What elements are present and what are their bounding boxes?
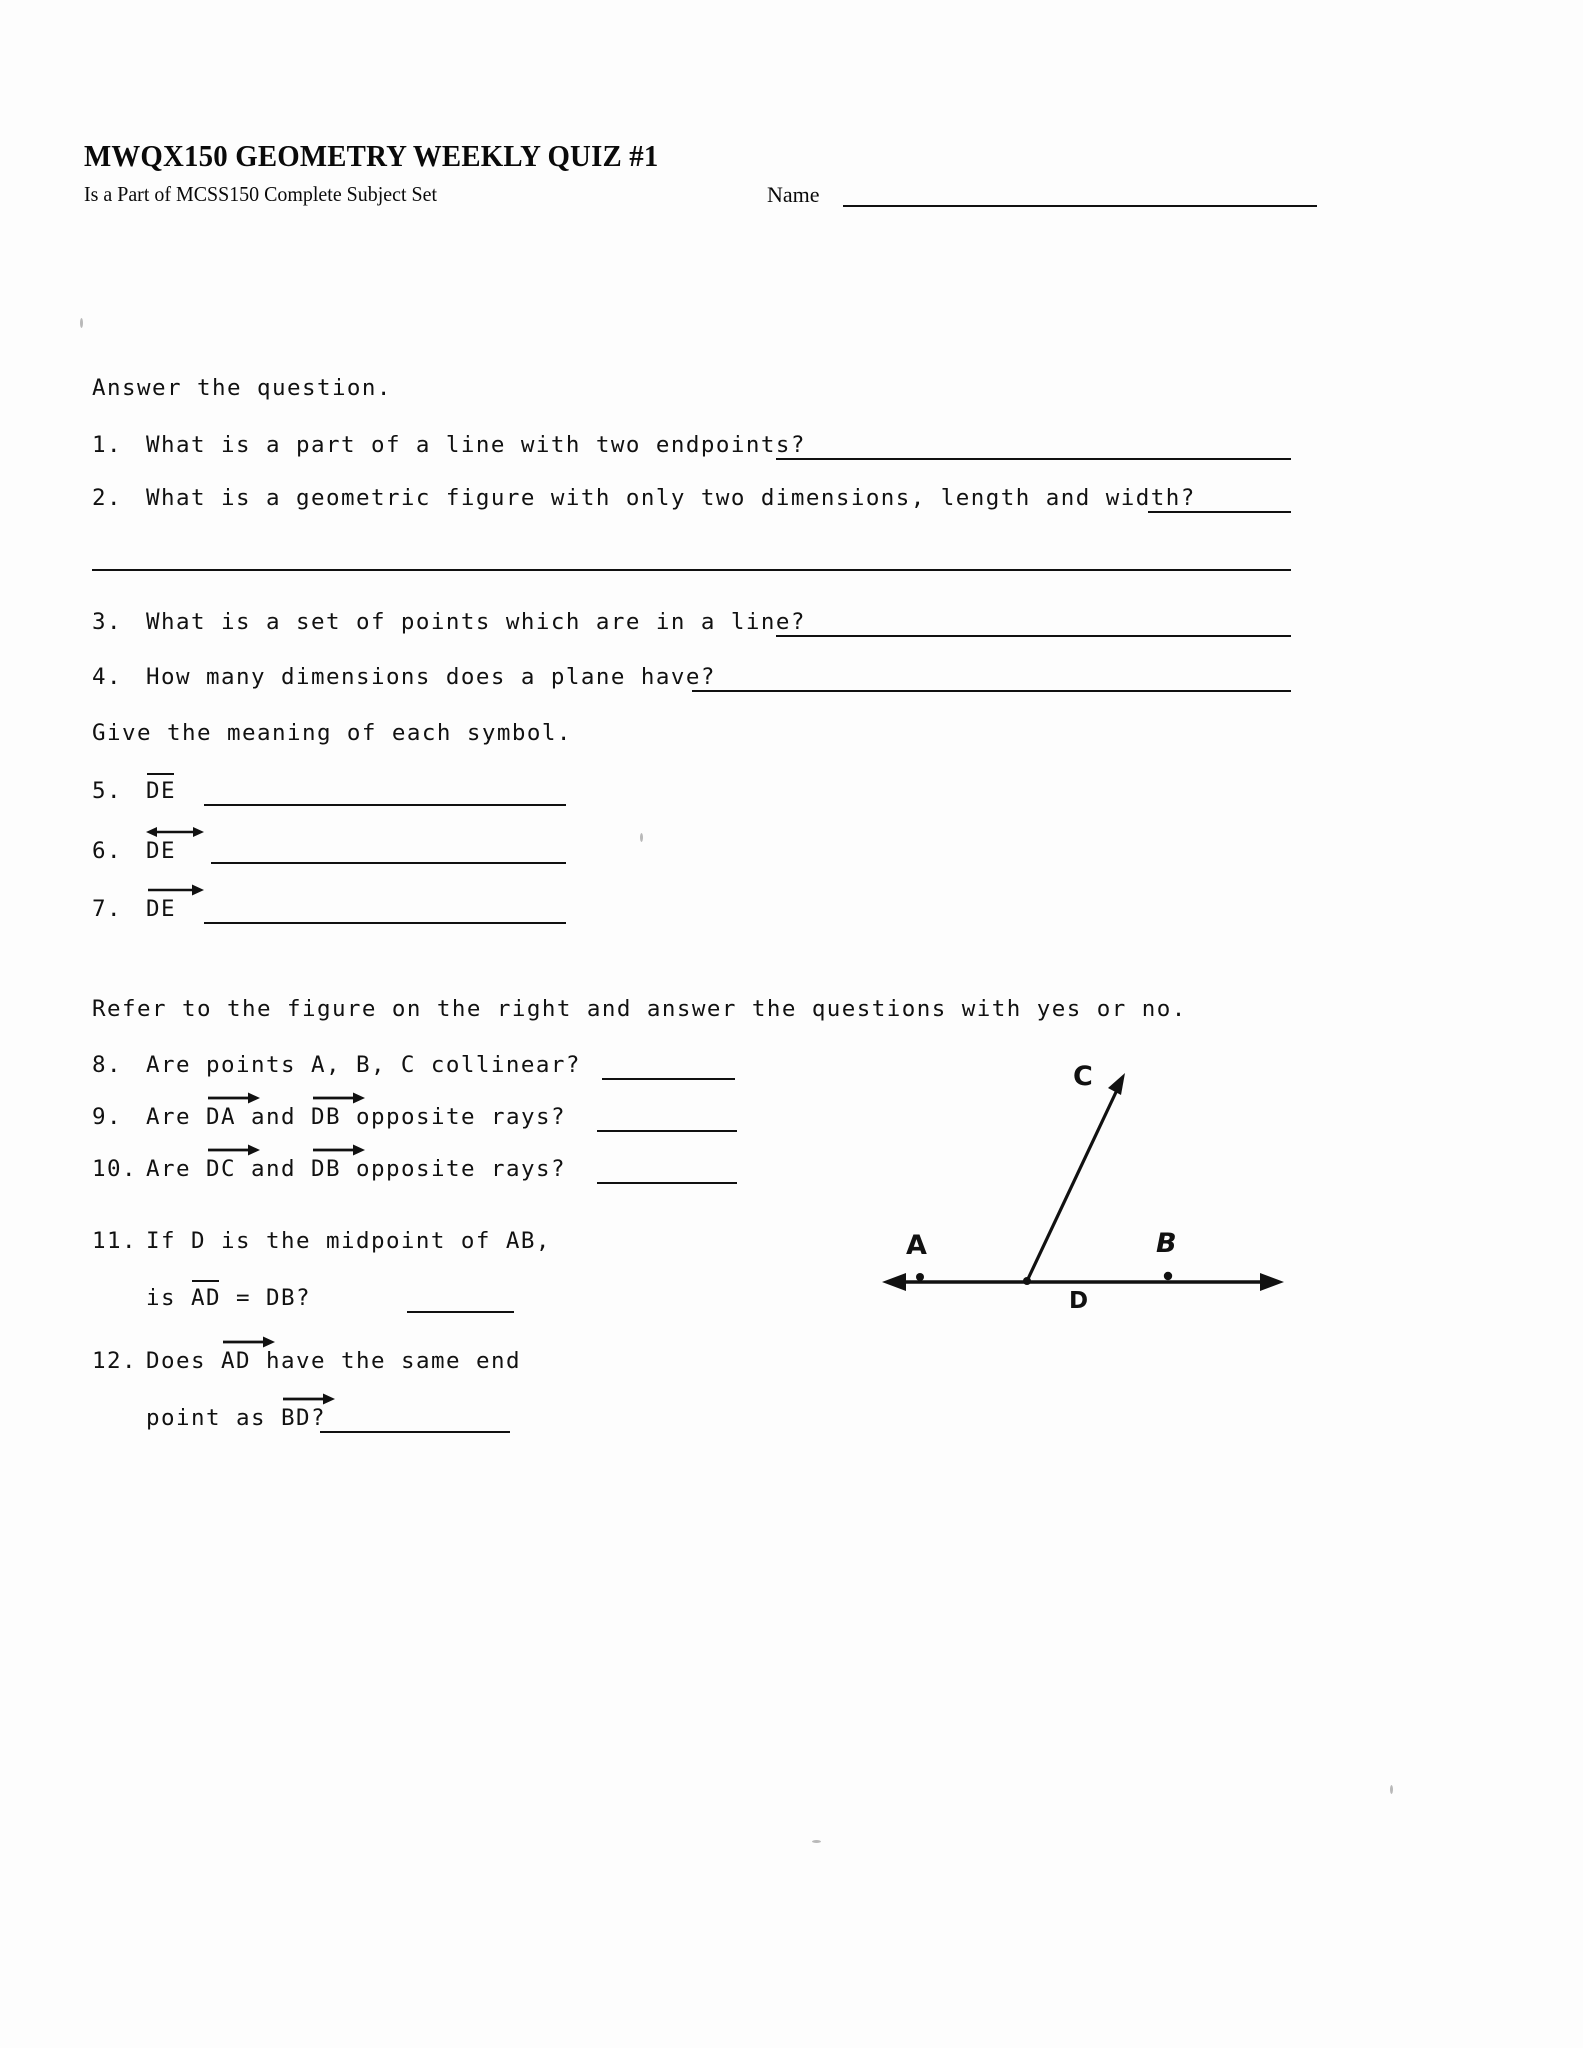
scan-artifact [1390, 1785, 1393, 1794]
question-1-number: 1. [92, 432, 122, 458]
instruction-answer-the-question: Answer the question. [92, 375, 392, 401]
question-6-symbol-wrap [146, 838, 176, 864]
page-title: MWQX150 GEOMETRY WEEKLY QUIZ #1 [84, 138, 659, 173]
right-arrow-icon [311, 1091, 345, 1103]
scan-artifact [80, 318, 83, 328]
question-4-answer-blank[interactable] [692, 690, 1291, 692]
right-arrow-icon [281, 1392, 315, 1404]
ray-bd-symbol [281, 1405, 311, 1431]
question-2-answer-blank-b[interactable] [92, 569, 1291, 571]
overline-icon [192, 1280, 219, 1282]
left-arrowhead-icon [882, 1273, 906, 1291]
question-7-number: 7. [92, 896, 122, 922]
segment-ad-symbol [191, 1285, 221, 1311]
line-de-symbol [146, 838, 176, 864]
question-6-answer-blank[interactable] [211, 862, 566, 864]
question-12-symbol-2: BD [280, 1405, 311, 1431]
question-12-line-1-suffix: have the same end [266, 1348, 521, 1374]
scan-artifact [812, 1840, 821, 1843]
right-arrow-icon [221, 1335, 255, 1347]
question-10-body [146, 1156, 566, 1182]
question-9-prefix: Are [146, 1104, 191, 1130]
ray-dc [1027, 1090, 1117, 1281]
figure-label-c: C [1073, 1061, 1093, 1092]
ray-db-symbol [311, 1156, 341, 1182]
question-4-text: How many dimensions does a plane have? [146, 664, 716, 690]
question-7-symbol-wrap [146, 896, 176, 922]
scan-artifact [640, 833, 643, 842]
point-a-dot [916, 1273, 924, 1281]
question-8-number: 8. [92, 1052, 122, 1078]
right-arrow-icon [206, 1143, 240, 1155]
question-9-symbol-2: DB [311, 1104, 341, 1130]
ray-db-symbol [311, 1104, 341, 1130]
question-11-symbol: AD [191, 1285, 221, 1311]
question-10-answer-blank[interactable] [597, 1182, 737, 1184]
question-11-line-1: If D is the midpoint of AB, [146, 1228, 551, 1254]
question-9-symbol-1: DA [206, 1104, 236, 1130]
question-3-number: 3. [92, 609, 122, 635]
question-5-answer-blank[interactable] [204, 804, 566, 806]
question-12-line-2 [146, 1405, 326, 1431]
question-10-symbol-2: DB [311, 1156, 341, 1182]
ray-da-symbol [206, 1104, 236, 1130]
overline-icon [147, 773, 174, 775]
question-1-text: What is a part of a line with two endpoints? [146, 432, 806, 458]
question-12-answer-blank[interactable] [320, 1431, 510, 1433]
question-10-middle: and [251, 1156, 296, 1182]
question-8-answer-blank[interactable] [602, 1078, 735, 1080]
point-b-dot [1164, 1272, 1172, 1280]
name-field-label: Name [767, 182, 820, 207]
question-2-number: 2. [92, 485, 122, 511]
question-12-prefix: Does [146, 1348, 206, 1374]
question-2-answer-blank-a[interactable] [1148, 511, 1291, 513]
question-4-number: 4. [92, 664, 122, 690]
right-arrowhead-icon [1260, 1273, 1284, 1291]
question-10-suffix: opposite rays? [356, 1156, 566, 1182]
question-1-answer-blank[interactable] [776, 458, 1291, 460]
question-10-number: 10. [92, 1156, 137, 1182]
instruction-give-the-meaning: Give the meaning of each symbol. [92, 720, 572, 746]
question-11-answer-blank[interactable] [407, 1311, 514, 1313]
question-9-number: 9. [92, 1104, 122, 1130]
ray-dc-symbol [206, 1156, 236, 1182]
question-11-suffix: = DB? [236, 1285, 311, 1311]
name-field-blank[interactable] [843, 205, 1317, 207]
ray-ad-symbol [221, 1348, 251, 1374]
figure-label-b: B [1156, 1228, 1177, 1259]
question-7-answer-blank[interactable] [204, 922, 566, 924]
question-11-prefix: is [146, 1285, 176, 1311]
question-10-prefix: Are [146, 1156, 191, 1182]
question-8-text: Are points A, B, C collinear? [146, 1052, 581, 1078]
question-12-symbol-1: AD [221, 1348, 251, 1374]
geometry-figure [880, 1030, 1300, 1320]
question-11-line-2 [146, 1285, 311, 1311]
question-12-number: 12. [92, 1348, 137, 1374]
question-7-symbol: DE [146, 896, 176, 922]
right-arrow-icon [311, 1143, 345, 1155]
question-6-number: 6. [92, 838, 122, 864]
question-3-text: What is a set of points which are in a line? [146, 609, 806, 635]
question-5-symbol: DE [146, 778, 176, 804]
question-9-suffix: opposite rays? [356, 1104, 566, 1130]
question-12-line-1 [146, 1348, 521, 1374]
instruction-refer-to-figure: Refer to the figure on the right and answer the questions with yes or no. [92, 996, 1187, 1022]
question-10-symbol-1: DC [206, 1156, 236, 1182]
question-2-text: What is a geometric figure with only two dimensions, length and width? [146, 485, 1196, 511]
segment-de-symbol [146, 778, 176, 804]
page-subtitle: Is a Part of MCSS150 Complete Subject Set [84, 182, 437, 206]
question-5-number: 5. [92, 778, 122, 804]
point-d-dot [1023, 1277, 1031, 1285]
question-9-answer-blank[interactable] [597, 1130, 737, 1132]
question-3-answer-blank[interactable] [776, 635, 1291, 637]
question-11-number: 11. [92, 1228, 137, 1254]
ray-de-symbol [146, 896, 176, 922]
question-6-symbol: DE [146, 838, 176, 864]
question-12-line-2-prefix: point as [146, 1405, 266, 1431]
question-9-body [146, 1104, 566, 1130]
ray-c-arrowhead-icon [1108, 1073, 1125, 1095]
question-9-middle: and [251, 1104, 296, 1130]
figure-label-d: D [1069, 1288, 1089, 1314]
question-12-line-2-suffix: ? [310, 1405, 326, 1431]
double-arrow-icon [146, 825, 180, 837]
right-arrow-icon [146, 883, 180, 895]
right-arrow-icon [206, 1091, 240, 1103]
figure-label-a: A [906, 1230, 927, 1261]
question-5-symbol-wrap [146, 778, 176, 804]
